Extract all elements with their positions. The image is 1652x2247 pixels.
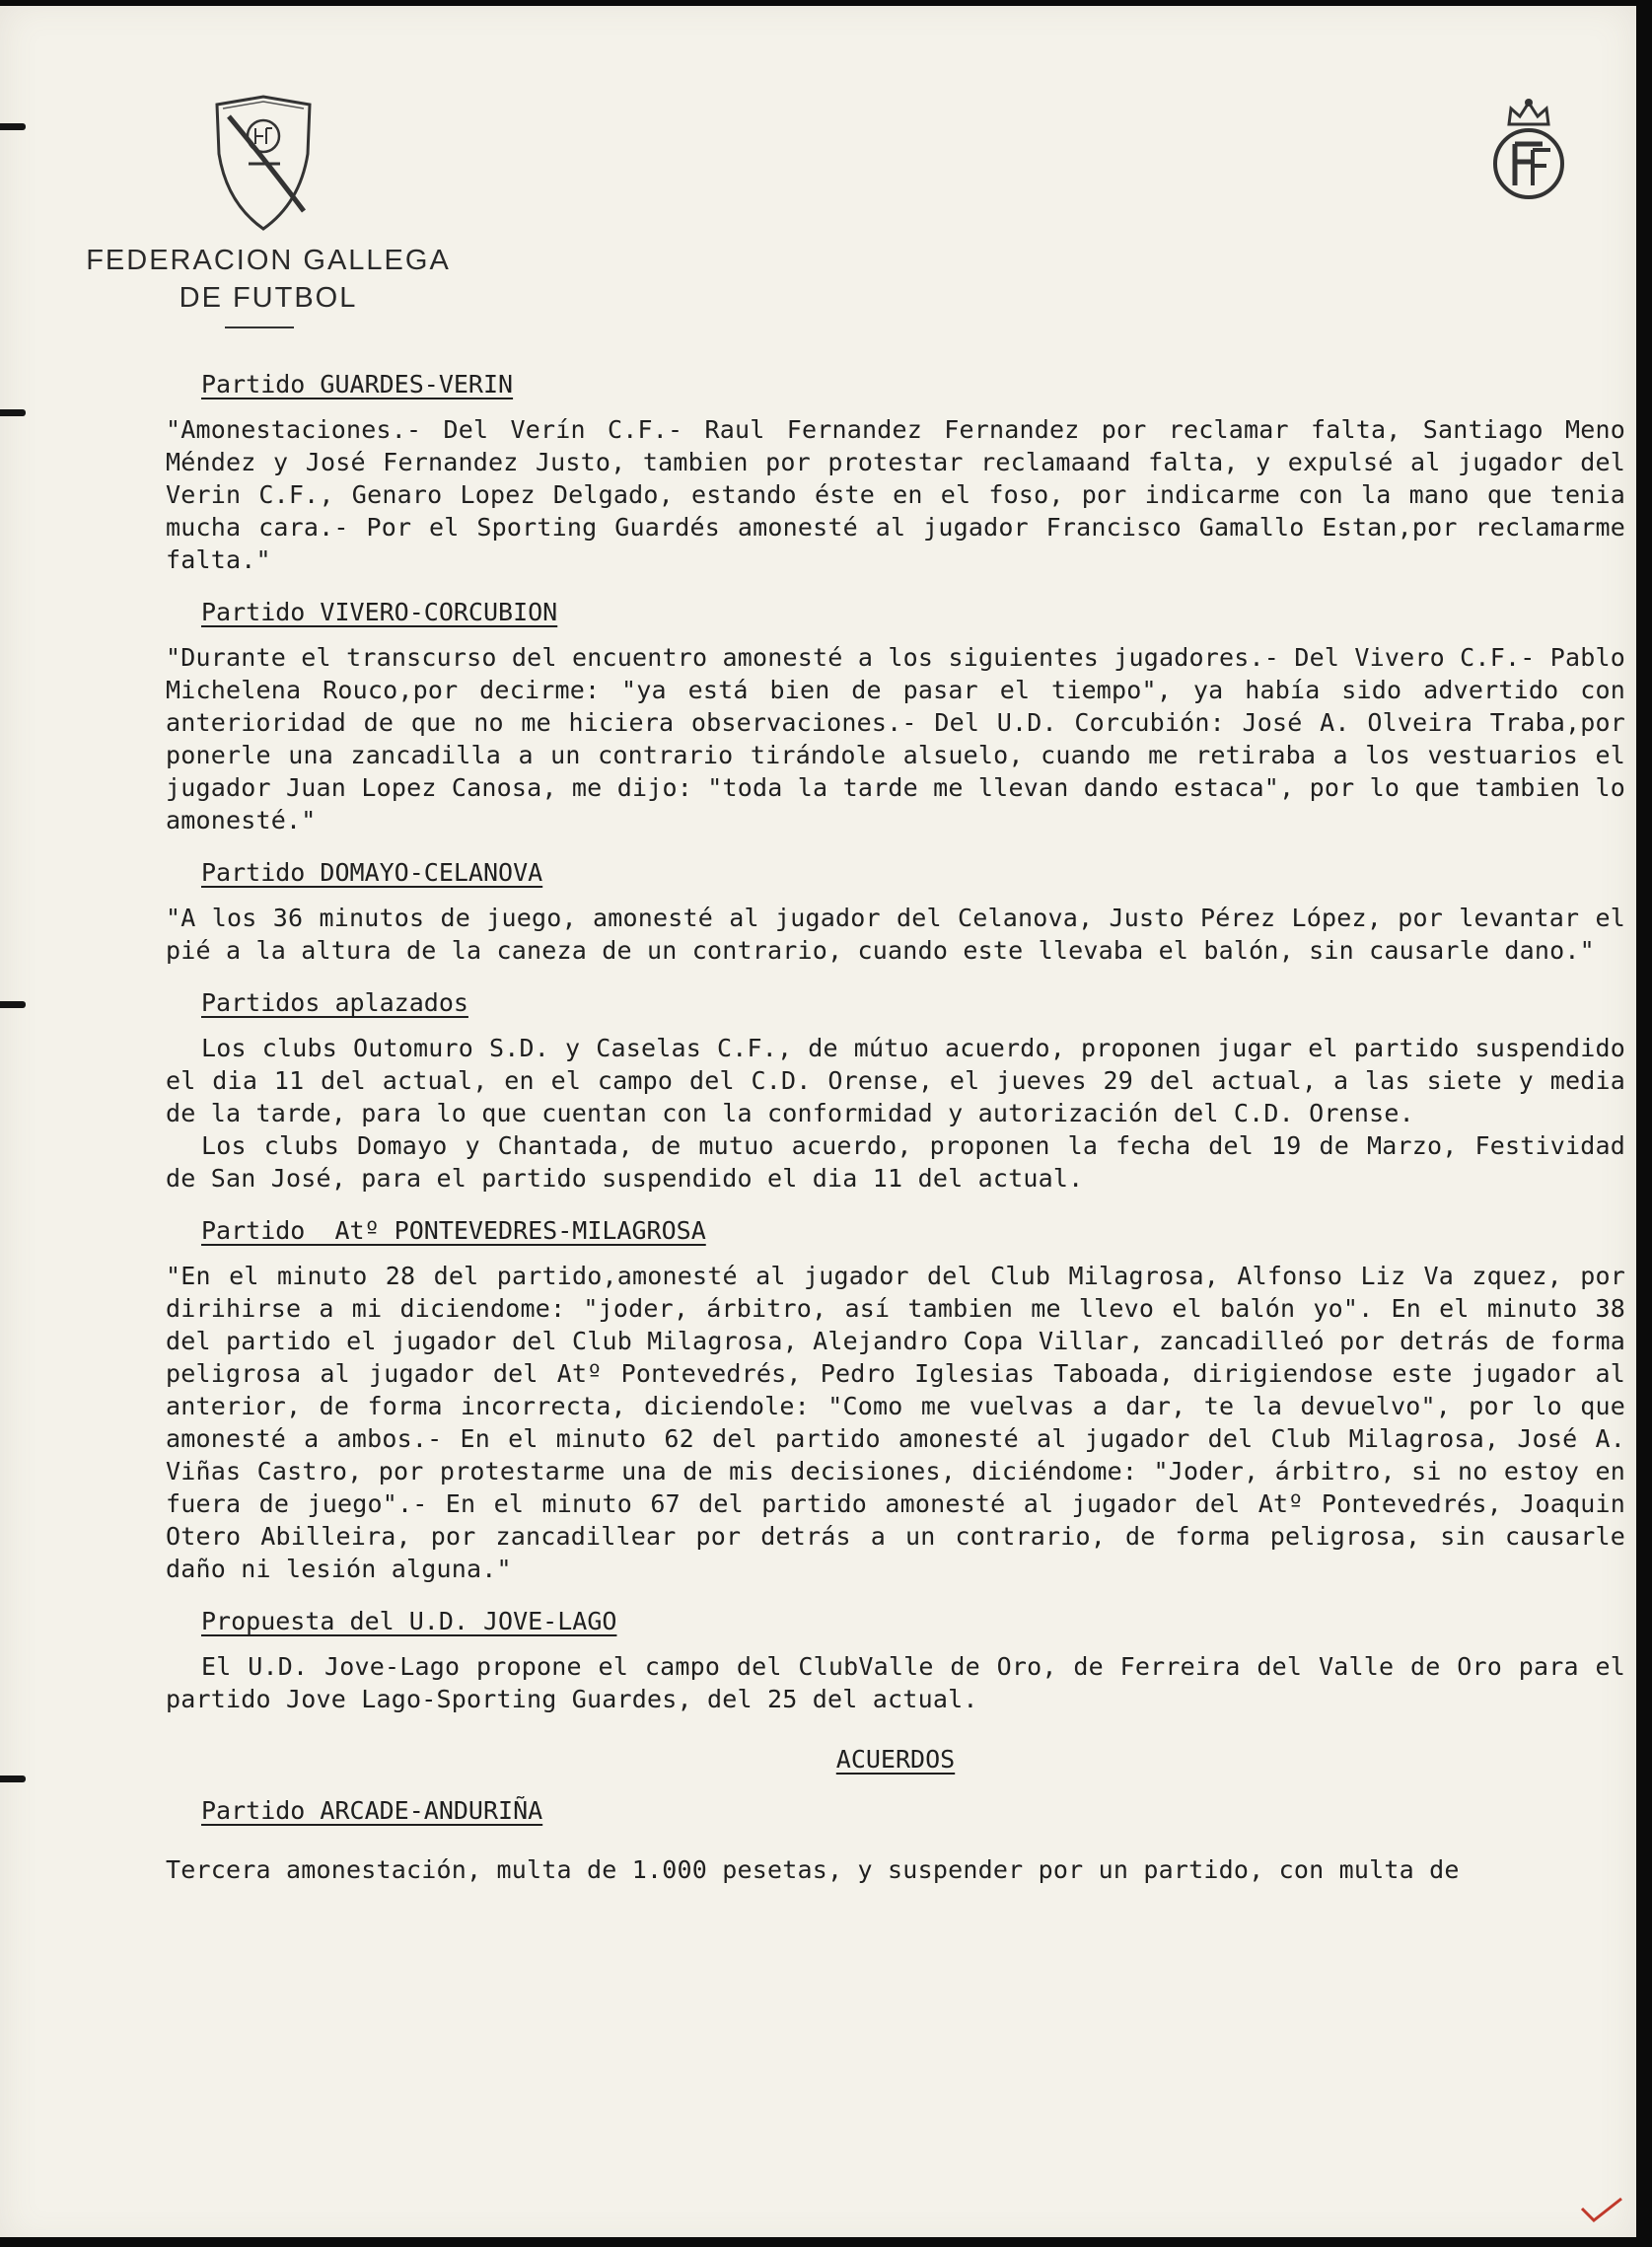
- scan-border: [0, 0, 1652, 6]
- section-heading-arcade-andurina: Partido ARCADE-ANDURIÑA: [201, 1796, 543, 1825]
- red-check-mark-icon: [1578, 2195, 1625, 2224]
- organization-line-1: FEDERACION GALLEGA: [86, 245, 451, 276]
- section-paragraph: El U.D. Jove-Lago propone el campo del ClubValle de Oro, de Ferreira del Valle de Oro para el partido Jove Lago-Sporting Guardes, del 25 del actual.: [166, 1652, 1625, 1713]
- organization-name: [61, 242, 475, 317]
- section-paragraph: "Amonestaciones.- Del Verín C.F.- Raul Fernandez Fernandez por reclamar falta, Santiago Meno Méndez y José Fernandez Justo, tambien por protestar reclamaand falta, y expulsé al jugador del Verin C.F., Genaro Lopez Delgado, estando éste en el foso, por indicarme con la mano que tenia mucha cara.- Por el Sporting Guardés amonesté al jugador Francisco Gamallo Estan,por reclamarme falta.": [166, 415, 1625, 574]
- galician-federation-shield-icon: [209, 95, 318, 233]
- punch-hole-mark: [0, 1001, 26, 1008]
- section-heading-jove-lago: Propuesta del U.D. JOVE-LAGO: [201, 1607, 617, 1635]
- section-heading-guardes-verin: Partido GUARDES-VERIN: [201, 370, 514, 399]
- scan-border: [0, 2237, 1652, 2247]
- document-body: [166, 370, 1625, 1886]
- letterhead-divider: [225, 326, 294, 328]
- section-paragraph: "Durante el transcurso del encuentro amonesté a los siguientes jugadores.- Del Vivero C.F.- Pablo Michelena Rouco,por decirme: "ya está bien de pasar el tiempo", ya había sido advertido con anterioridad de que no me hiciera observaciones.- Del U.D. Corcubión: José A. Olveira Traba,por ponerle una zancadilla a un contrario tirándole alsuelo, cuando me retiraba a los vestuarios el jugador Juan Lopez Canosa, me dijo: "toda la tarde me llevan dando estaca", por lo que tambien lo amonesté.": [166, 643, 1625, 834]
- section-paragraph: Los clubs Domayo y Chantada, de mutuo acuerdo, proponen la fecha del 19 de Marzo, Festividad de San José, para el partido suspendido el dia 11 del actual.: [166, 1131, 1625, 1193]
- section-paragraph: Los clubs Outomuro S.D. y Caselas C.F., de mútuo acuerdo, proponen jugar el partido suspendido el dia 11 del actual, en el campo del C.D. Orense, el jueves 29 del actual, a las siete y media de la tarde, para lo que cuentan con la conformidad y autorización del C.D. Orense.: [166, 1034, 1625, 1127]
- section-heading-partidos-aplazados: Partidos aplazados: [201, 988, 468, 1017]
- agreements-title: ACUERDOS: [835, 1745, 956, 1774]
- section-paragraph: "En el minuto 28 del partido,amonesté al jugador del Club Milagrosa, Alfonso Liz Va zquez, por dirihirse a mi diciendome: "joder, árbitro, así tambien me llevo el balón yo". En el minuto 38 del partido el jugador del Club Milagrosa, Alejandro Copa Villar, zancadilleó por detrás de forma peligrosa al jugador del Atº Pontevedrés, Pedro Iglesias Taboada, dirigiendose este jugador al anterior, de forma incorrecta, diciendole: "Como me vuelvas a dar, te la devuelvo", por lo que amonesté a ambos.- En el minuto 62 del partido amonesté al jugador del Club Milagrosa, José A. Viñas Castro, por protestarme una de mis decisiones, diciéndome: "Joder, árbitro, si no estoy en fuera de juego".- En el minuto 67 del partido amonesté al jugador del Atº Pontevedrés, Joaquin Otero Abilleira, por zancadillear por detrás a un contrario, de forma peligrosa, sin causarle daño ni lesión alguna.": [166, 1262, 1625, 1583]
- scan-border: [1636, 0, 1652, 2247]
- section-heading-domayo-celanova: Partido DOMAYO-CELANOVA: [201, 858, 543, 887]
- section-paragraph: "A los 36 minutos de juego, amonesté al jugador del Celanova, Justo Pérez López, por levantar el pié a la altura de la caneza de un contrario, cuando este llevaba el balón, sin causarle dano.": [166, 904, 1625, 965]
- organization-line-2: DE FUTBOL: [179, 282, 358, 314]
- section-heading-vivero-corcubion: Partido VIVERO-CORCUBION: [201, 598, 558, 626]
- punch-hole-mark: [0, 123, 26, 130]
- punch-hole-mark: [0, 1776, 26, 1782]
- section-paragraph: Tercera amonestación, multa de 1.000 pesetas, y suspender por un partido, con multa de: [166, 1855, 1460, 1884]
- section-heading-pontevedres-milagrosa: Partido Atº PONTEVEDRES-MILAGROSA: [201, 1216, 706, 1245]
- punch-hole-mark: [0, 409, 26, 416]
- crowned-rfef-emblem-icon: [1487, 95, 1570, 203]
